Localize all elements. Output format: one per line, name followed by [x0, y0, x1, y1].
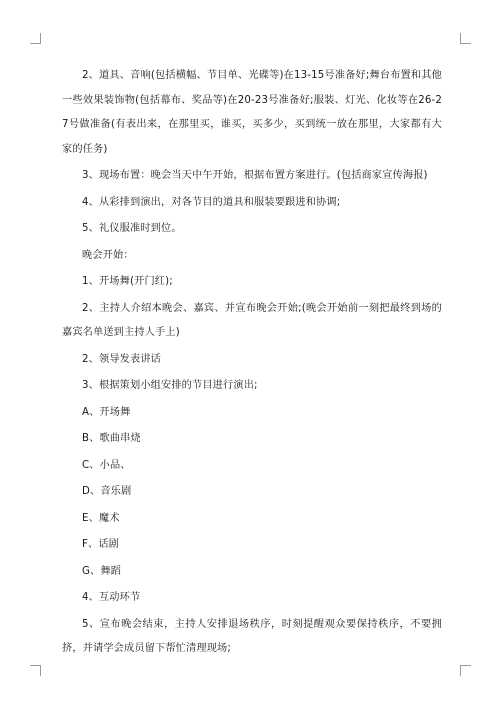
list-item-dance: G、舞蹈 — [82, 565, 122, 577]
list-item-sketch: C、小品、 — [82, 459, 131, 471]
paragraph-etiquette: 5、礼仪服准时到位。 — [82, 223, 182, 234]
paragraph-interaction: 4、互动环节 — [82, 592, 141, 603]
paragraph-rehearsal: 4、从彩排到演出，对各节目的道具和服装要跟进和协调; — [82, 196, 341, 208]
list-item-musical: D、音乐剧 — [82, 486, 132, 497]
list-item-drama: F、话剧 — [82, 539, 120, 550]
list-item-opening-dance: A、开场舞 — [82, 406, 131, 418]
paragraph-host-intro: 2、主持人介绍本晚会、嘉宾、并宣布晚会开始;(晚会开始前一刻把最终到场的嘉宾名单送到主持人手上) — [62, 302, 442, 338]
paragraph-props-schedule: 2、道具、音响(包括横幅、节目单、光碟等)在13-15号准备好;舞台布置和其他一些效果装饰物(包括幕布、奖品等)在20-23号准备好;服装、灯光、化妆等在26-27号做准备(有表出来，在那里买，谁买，买多少，买到统一放在那里，大家都有大家的任务) — [62, 70, 442, 155]
paragraph-leader-speech: 2、领导发表讲话 — [82, 353, 161, 365]
paragraph-venue-setup: 3、现场布置：晚会当天中午开始，根据布置方案进行。(包括商家宣传海报) — [82, 170, 428, 181]
paragraph-closing: 5、宣布晚会结束，主持人安排退场秩序，时刻提醒观众要保持秩序，不要拥挤，并请学会成员留下帮忙清理现场; — [62, 618, 442, 654]
crop-mark-top-left — [30, 33, 41, 44]
crop-mark-bottom-left — [30, 665, 41, 676]
document-body — [62, 64, 442, 664]
crop-mark-bottom-right — [460, 665, 471, 676]
paragraph-opening-dance: 1、开场舞(开门红); — [82, 276, 173, 287]
section-heading-party-start: 晚会开始： — [82, 249, 134, 261]
crop-mark-top-right — [460, 33, 471, 44]
list-item-magic: E、魔术 — [82, 512, 120, 524]
paragraph-program-list: 3、根据策划小组安排的节目进行演出; — [82, 380, 258, 391]
list-item-song-medley: B、歌曲串烧 — [82, 433, 141, 444]
